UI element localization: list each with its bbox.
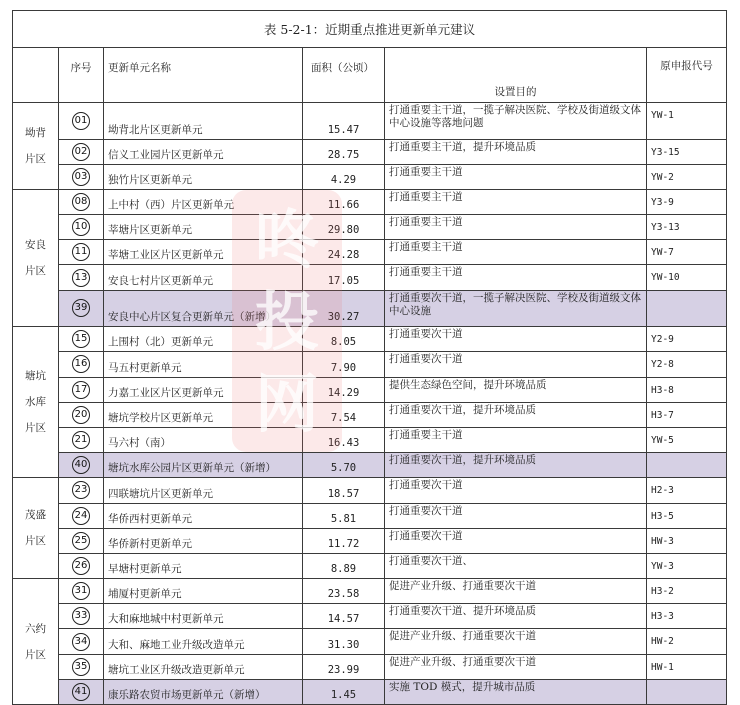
unit-name-cell: 早塘村更新单元 [104,553,303,578]
table-row [13,352,727,377]
header-row [13,48,727,103]
unit-name-cell: 塘坑水库公园片区更新单元（新增） [104,453,303,478]
unit-name-cell: 独竹片区更新单元 [104,164,303,189]
purpose-cell: 打通重要次干道 [385,327,647,352]
purpose-cell: 打通重要次干道、提升环境品质 [385,604,647,629]
seq-number-badge: 33 [72,607,90,625]
seq-cell [59,654,104,679]
code-cell: YW-1 [647,103,727,140]
table-row [13,327,727,352]
seq-number-badge: 20 [72,406,90,424]
district-label: 片区 [25,265,46,278]
unit-name-cell: 四联塘坑片区更新单元 [104,478,303,503]
renewal-units-table [12,10,727,705]
area-cell: 30.27 [303,290,385,327]
unit-name-cell: 马五村更新单元 [104,352,303,377]
district-cell [13,327,59,478]
seq-cell [59,290,104,327]
purpose-cell: 打通重要次干道 [385,352,647,377]
code-cell: Y2-8 [647,352,727,377]
table-row [13,240,727,265]
table-row [13,629,727,654]
code-cell: YW-3 [647,553,727,578]
seq-number-badge: 34 [72,633,90,651]
table-row [13,478,727,503]
purpose-cell: 打通重要主干道 [385,265,647,290]
header-purpose: 设置目的 [385,48,647,103]
code-cell: YW-10 [647,265,727,290]
code-cell: Y3-15 [647,139,727,164]
seq-cell [59,352,104,377]
purpose-cell: 打通重要主干道 [385,240,647,265]
seq-number-badge: 02 [72,143,90,161]
table-row [13,139,727,164]
district-label: 片区 [25,535,46,548]
seq-cell [59,528,104,553]
seq-cell [59,579,104,604]
district-label: 片区 [25,152,46,165]
seq-number-badge: 16 [72,355,90,373]
header-area: 面积（公顷） [303,48,385,103]
seq-cell [59,478,104,503]
unit-name-cell: 大和、麻地工业升级改造单元 [104,629,303,654]
purpose-cell: 打通重要主干道 [385,215,647,240]
unit-name-cell: 莘塘片区更新单元 [104,215,303,240]
code-cell [647,290,727,327]
seq-number-badge: 24 [72,507,90,525]
district-label: 塘坑 [25,370,46,383]
seq-cell [59,189,104,214]
district-label: 安良 [25,239,46,252]
seq-cell [59,604,104,629]
table-row [13,164,727,189]
area-cell: 7.54 [303,402,385,427]
area-cell: 31.30 [303,629,385,654]
seq-cell [59,377,104,402]
code-cell: H3-7 [647,402,727,427]
purpose-cell: 打通重要次干道 [385,528,647,553]
seq-number-badge: 35 [72,658,90,676]
table-row [13,553,727,578]
purpose-cell: 提供生态绿色空间，提升环境品质 [385,377,647,402]
table-row [13,579,727,604]
code-cell: HW-3 [647,528,727,553]
code-cell: HW-1 [647,654,727,679]
seq-number-badge: 13 [72,269,90,287]
table-row [13,189,727,214]
district-cell [13,103,59,190]
purpose-cell: 打通重要次干道、 [385,553,647,578]
seq-number-badge: 17 [72,381,90,399]
area-cell: 16.43 [303,427,385,452]
watermark-char: 投 [255,286,319,360]
district-label: 片区 [25,648,46,661]
table-row [13,427,727,452]
purpose-cell: 促进产业升级、打通重要次干道 [385,654,647,679]
seq-number-badge: 40 [72,456,90,474]
district-cell [13,478,59,579]
seq-number-badge: 01 [72,112,90,130]
table-row [13,604,727,629]
seq-cell [59,240,104,265]
purpose-cell: 打通重要主干道 [385,189,647,214]
seq-number-badge: 03 [72,168,90,186]
area-cell: 5.81 [303,503,385,528]
unit-name-cell: 马六村（南） [104,427,303,452]
code-cell: Y3-13 [647,215,727,240]
code-cell: H3-8 [647,377,727,402]
seq-number-badge: 41 [72,683,90,701]
table-row [13,377,727,402]
area-cell: 14.57 [303,604,385,629]
area-cell: 8.05 [303,327,385,352]
district-label: 片区 [25,422,46,435]
seq-cell [59,215,104,240]
unit-name-cell: 上围村（北）更新单元 [104,327,303,352]
code-cell: H3-2 [647,579,727,604]
district-label: 水库 [25,396,46,409]
seq-cell [59,402,104,427]
seq-cell [59,103,104,140]
table-row [13,290,727,327]
code-cell [647,453,727,478]
unit-name-cell: 莘塘工业区片区更新单元 [104,240,303,265]
header-district [13,48,59,103]
code-cell: H3-5 [647,503,727,528]
district-label: 坳背 [25,126,46,139]
area-cell: 17.05 [303,265,385,290]
code-cell: Y2-9 [647,327,727,352]
seq-cell [59,427,104,452]
area-cell: 11.72 [303,528,385,553]
area-cell: 28.75 [303,139,385,164]
purpose-cell: 打通重要主干道 [385,427,647,452]
district-cell [13,189,59,326]
seq-number-badge: 21 [72,431,90,449]
unit-name-cell: 埔厦村更新单元 [104,579,303,604]
unit-name-cell: 塘坑工业区升级改造更新单元 [104,654,303,679]
unit-name-cell: 华侨新村更新单元 [104,528,303,553]
purpose-cell: 打通重要次干道 [385,478,647,503]
table-row [13,265,727,290]
title-row [13,11,727,48]
seq-cell [59,553,104,578]
seq-number-badge: 10 [72,218,90,236]
seq-number-badge: 31 [72,582,90,600]
purpose-cell: 实施 TOD 模式，提升城市品质 [385,679,647,704]
seq-number-badge: 25 [72,532,90,550]
area-cell: 5.70 [303,453,385,478]
area-cell: 24.28 [303,240,385,265]
table-row [13,402,727,427]
area-cell: 8.89 [303,553,385,578]
table-row [13,215,727,240]
district-label: 六约 [25,622,46,635]
area-cell: 7.90 [303,352,385,377]
seq-number-badge: 23 [72,481,90,499]
header-name: 更新单元名称 [104,48,303,103]
code-cell: YW-5 [647,427,727,452]
table-row [13,103,727,140]
area-cell: 18.57 [303,478,385,503]
purpose-cell: 打通重要次干道，一揽子解决医院、学校及街道级文体中心设施 [385,290,647,327]
unit-name-cell: 康乐路农贸市场更新单元（新增） [104,679,303,704]
code-cell: HW-2 [647,629,727,654]
unit-name-cell: 塘坑学校片区更新单元 [104,402,303,427]
purpose-cell: 促进产业升级、打通重要次干道 [385,579,647,604]
area-cell: 11.66 [303,189,385,214]
seq-cell [59,164,104,189]
table-row [13,453,727,478]
area-cell: 29.80 [303,215,385,240]
table-row [13,528,727,553]
header-seq: 序号 [59,48,104,103]
seq-number-badge: 26 [72,557,90,575]
code-cell: YW-7 [647,240,727,265]
code-cell: H2-3 [647,478,727,503]
unit-name-cell: 华侨西村更新单元 [104,503,303,528]
purpose-cell: 打通重要主干道，一揽子解决医院、学校及街道级文体中心设施等落地问题 [385,103,647,140]
seq-cell [59,503,104,528]
header-code: 原申报代号 [647,48,727,103]
code-cell: YW-2 [647,164,727,189]
area-cell: 4.29 [303,164,385,189]
purpose-cell: 打通重要次干道，提升环境品质 [385,453,647,478]
unit-name-cell: 上中村（西）片区更新单元 [104,189,303,214]
area-cell: 23.58 [303,579,385,604]
table-frame [12,10,726,701]
purpose-cell: 促进产业升级、打通重要次干道 [385,629,647,654]
area-cell: 15.47 [303,103,385,140]
area-cell: 14.29 [303,377,385,402]
seq-number-badge: 11 [72,243,90,261]
seq-cell [59,453,104,478]
seq-cell [59,139,104,164]
table-title: 表 5-2-1：近期重点推进更新单元建议 [13,11,727,48]
code-cell: Y3-9 [647,189,727,214]
seq-number-badge: 39 [72,299,90,317]
district-cell [13,579,59,705]
seq-number-badge: 08 [72,193,90,211]
unit-name-cell: 安良中心片区复合更新单元（新增） [104,290,303,327]
area-cell: 1.45 [303,679,385,704]
watermark-char: 网 [255,368,319,442]
seq-cell [59,327,104,352]
purpose-cell: 打通重要主干道，提升环境品质 [385,139,647,164]
unit-name-cell: 坳背北片区更新单元 [104,103,303,140]
code-cell: H3-3 [647,604,727,629]
purpose-cell: 打通重要主干道 [385,164,647,189]
unit-name-cell: 安良七村片区更新单元 [104,265,303,290]
area-cell: 23.99 [303,654,385,679]
purpose-cell: 打通重要次干道，提升环境品质 [385,402,647,427]
unit-name-cell: 信义工业园片区更新单元 [104,139,303,164]
table-row [13,503,727,528]
seq-cell [59,265,104,290]
district-label: 茂盛 [25,509,46,522]
table-row [13,654,727,679]
seq-number-badge: 15 [72,330,90,348]
unit-name-cell: 力嘉工业区片区更新单元 [104,377,303,402]
seq-cell [59,629,104,654]
watermark-char: 咚 [255,204,319,278]
purpose-cell: 打通重要次干道 [385,503,647,528]
unit-name-cell: 大和麻地城中村更新单元 [104,604,303,629]
